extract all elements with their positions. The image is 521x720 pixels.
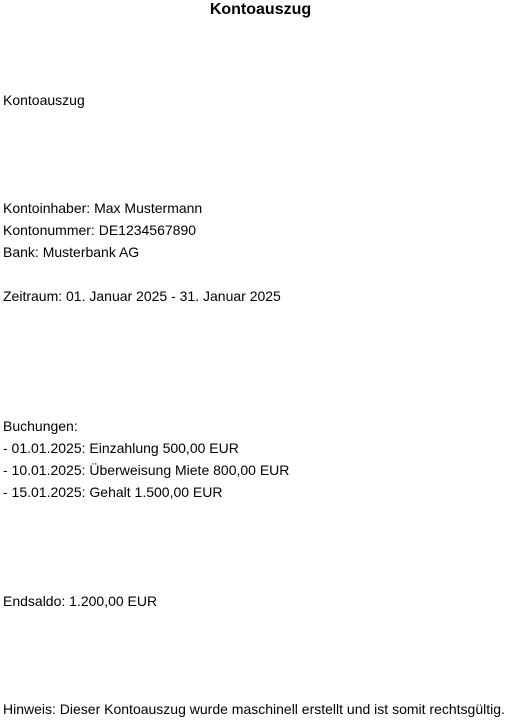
document-title: Kontoauszug bbox=[3, 92, 85, 108]
closing-balance: Endsaldo: 1.200,00 EUR bbox=[3, 593, 158, 609]
booking-item: - 15.01.2025: Gehalt 1.500,00 EUR bbox=[3, 484, 223, 500]
bank-name: Bank: Musterbank AG bbox=[3, 244, 140, 260]
booking-item: - 10.01.2025: Überweisung Miete 800,00 EUR bbox=[3, 462, 290, 478]
bookings-list bbox=[3, 437, 289, 503]
legal-note: Hinweis: Dieser Kontoauszug wurde maschinell erstellt und ist somit rechtsgültig. bbox=[3, 701, 505, 717]
account-holder: Kontoinhaber: Max Mustermann bbox=[3, 200, 203, 216]
statement-period: Zeitraum: 01. Januar 2025 - 31. Januar 2025 bbox=[3, 288, 281, 304]
booking-item: - 01.01.2025: Einzahlung 500,00 EUR bbox=[3, 440, 239, 456]
bookings-label: Buchungen: bbox=[3, 418, 78, 434]
page-header-title: Kontoauszug bbox=[209, 1, 312, 18]
account-number: Kontonummer: DE1234567890 bbox=[3, 222, 197, 238]
